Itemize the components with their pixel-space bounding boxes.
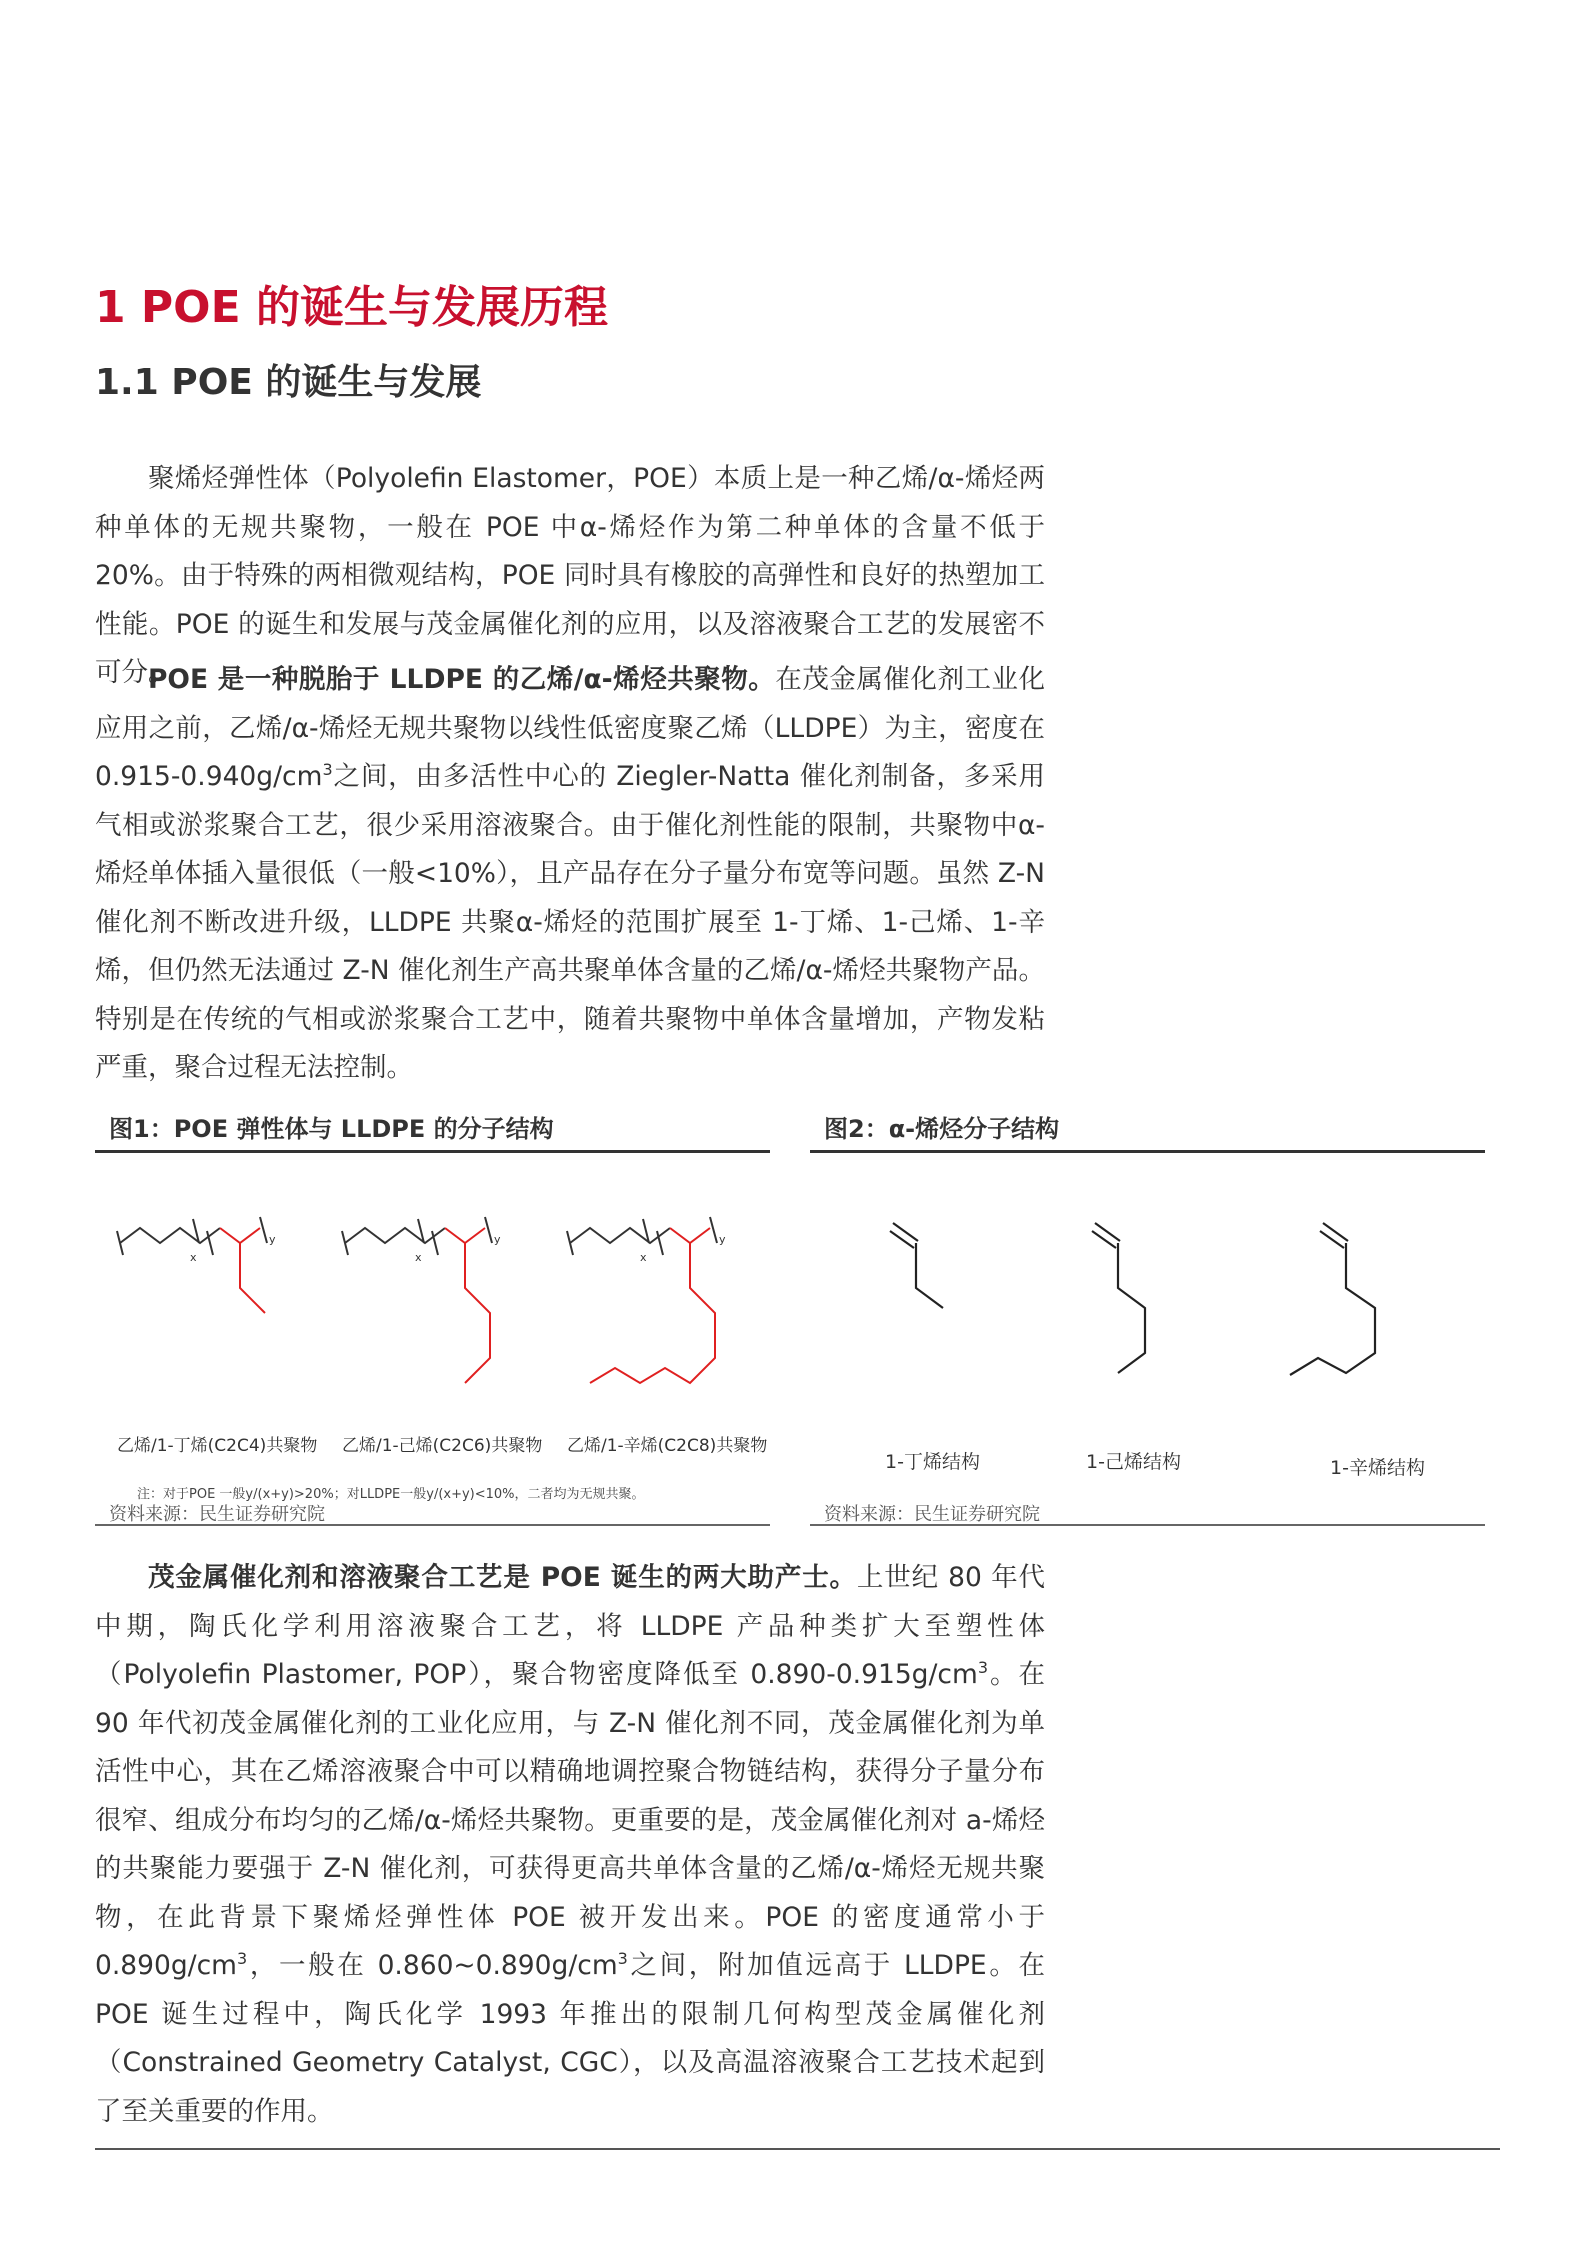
structure-1-octene xyxy=(1290,1223,1375,1375)
figure-1-caption-c2c6: 乙烯/1-己烯(C2C6)共聚物 xyxy=(342,1436,543,1456)
paragraph-3-text-a: 上世纪 80 年代中期，陶氏化学利用溶液聚合工艺，将 LLDPE 产品种类扩大至塑性体（Polyolefin Plastomer, POP），聚合物密度降低至 0.890-0.915g/cm xyxy=(95,1562,1045,1690)
paragraph-3-text-c: ，一般在 0.860~0.890g/cm xyxy=(247,1950,618,1981)
figure-1-body xyxy=(95,1153,770,1528)
figure-2-caption-octene: 1-辛烯结构 xyxy=(1330,1457,1425,1479)
figure-1-title: 图1：POE 弹性体与 LLDPE 的分子结构 xyxy=(109,1115,554,1143)
paragraph-2-lead: POE 是一种脱胎于 LLDPE 的乙烯/α-烯烃共聚物。 xyxy=(148,664,776,695)
paragraph-2-text-a: 在茂金属催化剂工业化应用之前，乙烯/α-烯烃无规共聚物以线性低密度聚乙烯（LLDPE）为主，密度在 0.915-0.940g/cm xyxy=(95,664,1046,792)
y-subscript: y xyxy=(269,1233,276,1246)
y-subscript: y xyxy=(494,1233,501,1246)
structure-c2c8 xyxy=(567,1217,717,1383)
figure-2-title: 图2：α-烯烃分子结构 xyxy=(824,1115,1060,1143)
x-subscript: x xyxy=(415,1251,422,1264)
paragraph-3-sup-3: 3 xyxy=(617,1949,628,1969)
paragraph-3-text-d: 之间，附加值远高于 LLDPE。在 POE 诞生过程中，陶氏化学 1993 年推出的限制几何构型茂金属催化剂（Constrained Geometry Catalyst, CGC），以及高温溶液聚合工艺技术起到了至关重要的作用。 xyxy=(95,1950,1045,2127)
figure-1-caption-c2c8: 乙烯/1-辛烯(C2C8)共聚物 xyxy=(567,1436,768,1456)
paragraph-3-sup-1: 3 xyxy=(977,1658,988,1678)
paragraph-1: 聚烯烃弹性体（Polyolefin Elastomer，POE）本质上是一种乙烯/α-烯烃两种单体的无规共聚物，一般在 POE 中α-烯烃作为第二种单体的含量不低于 20%。由于特殊的两相微观结构，POE 同时具有橡胶的高弹性和良好的热塑加工性能。POE 的诞生和发展与茂金属催化剂的应用，以及溶液聚合工艺的发展密不可分。 xyxy=(95,463,1045,688)
x-subscript: x xyxy=(190,1251,197,1264)
paragraph-2-text-b: 之间，由多活性中心的 Ziegler-Natta 催化剂制备，多采用气相或淤浆聚合工艺，很少采用溶液聚合。由于催化剂性能的限制，共聚物中α-烯烃单体插入量很低（一般<10%），且产品存在分子量分布宽等问题。虽然 Z-N 催化剂不断改进升级，LLDPE 共聚α-烯烃的范围扩展至 1-丁烯、1-己烯、1-辛烯，但仍然无法通过 Z-N 催化剂生产高共聚单体含量的乙烯/α-烯烃共聚物产品。特别是在传统的气相或淤浆聚合工艺中，随着共聚物中单体含量增加，产物发粘严重，聚合过程无法控制。 xyxy=(95,761,1045,1083)
paragraph-2 xyxy=(95,656,1045,1093)
figure-1 xyxy=(95,1112,770,1528)
figure-1-note: 注：对于POE 一般y/(x+y)>20%；对LLDPE一般y/(x+y)<10%，二者均为无规共聚。 xyxy=(137,1487,645,1502)
structure-c2c4 xyxy=(117,1217,267,1313)
structure-1-butene xyxy=(890,1223,943,1308)
footer-rule xyxy=(95,2148,1500,2150)
figure-1-source: 资料来源：民生证券研究院 xyxy=(109,1504,325,1525)
figure-2-structures xyxy=(810,1153,1485,1453)
figure-2-body xyxy=(810,1153,1485,1528)
structure-1-hexene xyxy=(1092,1223,1145,1373)
subsection-heading: 1.1 POE 的诞生与发展 xyxy=(95,362,482,403)
paragraph-2-sup: 3 xyxy=(322,760,333,780)
x-subscript: x xyxy=(640,1251,647,1264)
figure-2-caption-butene: 1-丁烯结构 xyxy=(885,1451,980,1473)
y-subscript: y xyxy=(719,1233,726,1246)
figure-2-source: 资料来源：民生证券研究院 xyxy=(824,1504,1040,1525)
paragraph-3-text-b: 。在 90 年代初茂金属催化剂的工业化应用，与 Z-N 催化剂不同，茂金属催化剂为单活性中心，其在乙烯溶液聚合中可以精确地调控聚合物链结构，获得分子量分布很窄、组成分布均匀的乙烯/α-烯烃共聚物。更重要的是，茂金属催化剂对 a-烯烃的共聚能力要强于 Z-N 催化剂，可获得更高共单体含量的乙烯/α-烯烃无规共聚物，在此背景下聚烯烃弹性体 POE 被开发出来。POE 的密度通常小于 0.890g/cm xyxy=(95,1659,1045,1981)
figure-2 xyxy=(810,1112,1485,1528)
paragraph-3-lead: 茂金属催化剂和溶液聚合工艺是 POE 诞生的两大助产士。 xyxy=(148,1562,857,1593)
paragraph-3 xyxy=(95,1554,1045,2136)
section-heading: 1 POE 的诞生与发展历程 xyxy=(95,282,608,333)
paragraph-3-sup-2: 3 xyxy=(237,1949,248,1969)
structure-c2c6 xyxy=(342,1217,492,1383)
figure-1-caption-c2c4: 乙烯/1-丁烯(C2C4)共聚物 xyxy=(117,1436,318,1456)
figure-2-caption-hexene: 1-己烯结构 xyxy=(1086,1451,1181,1473)
